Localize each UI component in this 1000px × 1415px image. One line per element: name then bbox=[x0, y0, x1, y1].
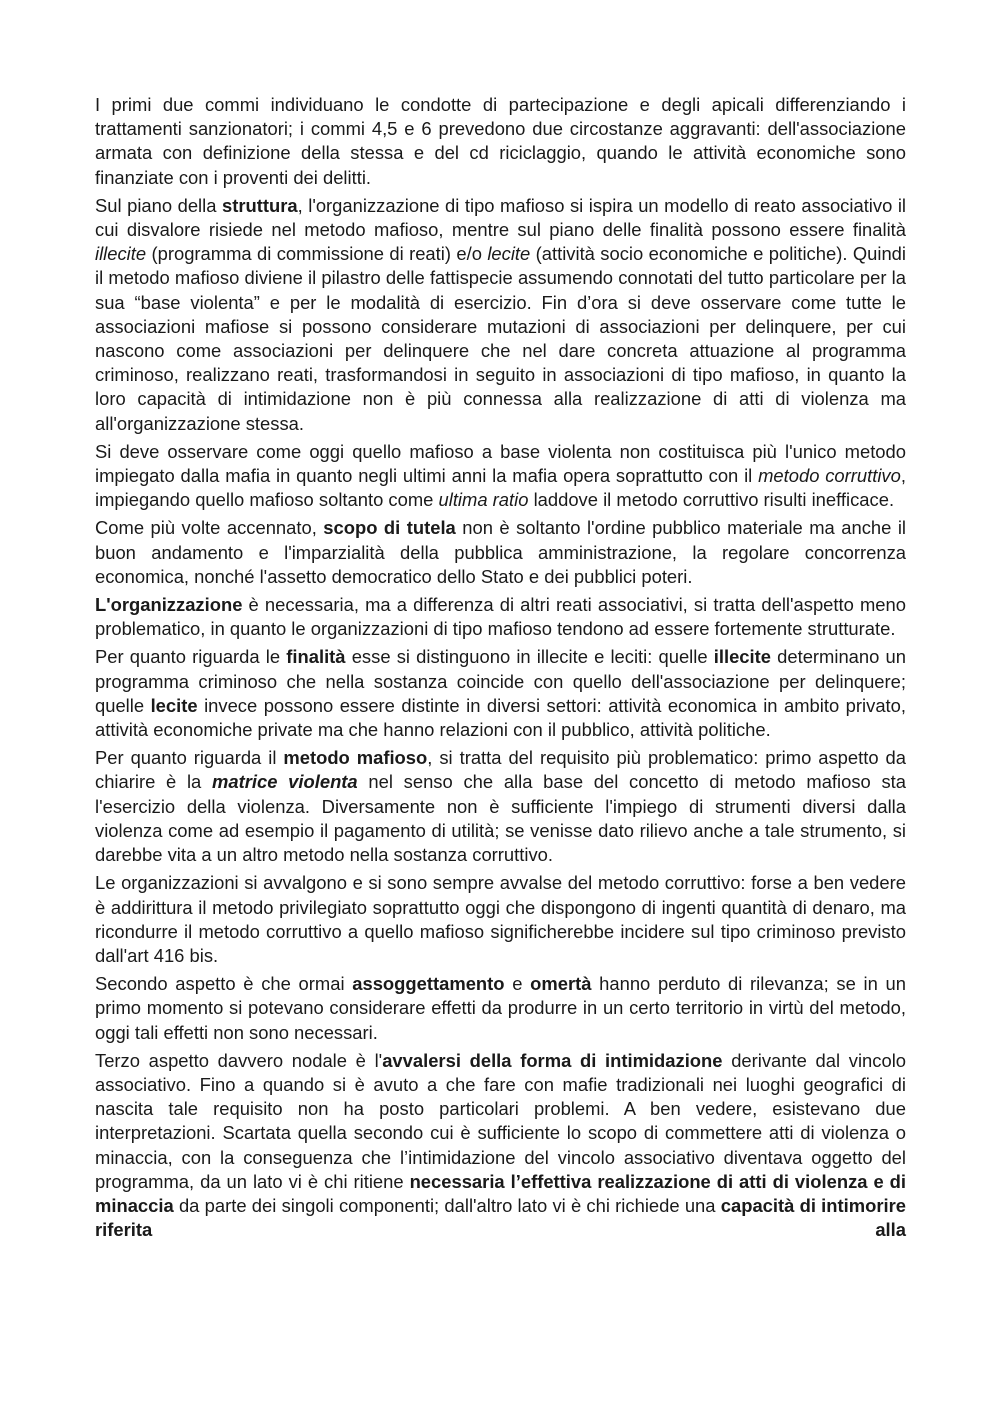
paragraph bbox=[95, 516, 906, 589]
document-page bbox=[95, 93, 906, 1242]
text-run: Sul piano della bbox=[95, 194, 222, 216]
text-run: (attività socio economiche e politiche). Quindi il metodo mafioso diviene il pilastro delle fattispecie assumendo connotati del tutto particolare per la sua “base violenta” e per le modalità di esercizio. Fin d’ora si deve osservare come tutte le associazioni mafiose si possono considerare mutazioni di associazioni per delinquere, per cui nascono come associazioni per delinquere che nel dare concreta attuazione al programma criminoso, realizzano reati, trasformandosi in seguito in associazioni di tipo mafioso, in quanto la loro capacità di intimidazione non è più connessa alla realizzazione di atti di violenza ma all'organizzazione stessa. bbox=[95, 243, 906, 434]
emphasized-text: metodo corruttivo bbox=[758, 465, 901, 487]
paragraph bbox=[95, 645, 906, 742]
emphasized-text: capacità di intimorire riferita alla bbox=[95, 1194, 906, 1241]
text-run: , impiegando quello mafioso soltanto come bbox=[95, 465, 906, 511]
text-run: derivante dal vincolo associativo. Fino a quando si è avuto a che fare con mafie tradizionali nei luoghi geografici di nascita tale requisito non ha posto particolari problemi. A ben vedere, esistevano due interpretazioni. Scartata quella secondo cui è sufficiente lo scopo di commettere atti di violenza o minaccia, con la conseguenza che l’intimidazione del vincolo associativo diventava oggetto del programma, da un lato vi è chi ritiene bbox=[95, 1049, 907, 1192]
text-run: Secondo aspetto è che ormai bbox=[95, 973, 353, 995]
emphasized-text: illecite bbox=[713, 646, 771, 668]
paragraph bbox=[95, 972, 906, 1045]
paragraph bbox=[95, 1049, 906, 1243]
emphasized-text: scopo di tutela bbox=[323, 517, 456, 539]
emphasized-text: finalità bbox=[286, 646, 346, 668]
text-run: esse si distinguono in illecite e leciti: quelle bbox=[345, 646, 714, 668]
paragraph bbox=[95, 871, 906, 968]
paragraph bbox=[95, 440, 906, 513]
emphasized-text: avvalersi della forma di intimidazione bbox=[382, 1049, 723, 1071]
emphasized-text: necessaria l’effettiva realizzazione di atti di violenza e di minaccia bbox=[95, 1170, 906, 1216]
emphasized-text: matrice violenta bbox=[212, 771, 358, 793]
text-run: invece possono essere distinte in diversi settori: attività economica in ambito privato, attività economiche private ma che hanno relazioni con il pubblico, attività politiche. bbox=[95, 694, 906, 741]
text-run: Si deve osservare come oggi quello mafioso a base violenta non costituisca più l'unico metodo impiegato dalla mafia in quanto negli ultimi anni la mafia opera soprattutto con il bbox=[95, 440, 906, 487]
text-run: (programma di commissione di reati) e/o bbox=[146, 243, 488, 265]
paragraph bbox=[95, 593, 906, 641]
text-run: laddove il metodo corruttivo risulti inefficace. bbox=[528, 489, 895, 511]
emphasized-text: assoggettamento bbox=[352, 973, 505, 995]
text-run: nel senso che alla base del concetto di metodo mafioso sta l'esercizio della violenza. Diversamente non è sufficiente l'impiego di strumenti diversi dalla violenza come ad esempio il pagamento di utilità; se venisse dato rilievo anche a tale strumento, si darebbe vita a un altro metodo nella sostanza corruttivo. bbox=[95, 771, 907, 866]
emphasized-text: lecite bbox=[150, 694, 198, 716]
text-run: I primi due commi individuano le condotte di partecipazione e degli apicali differenziando i trattamenti sanzionatori; i commi 4,5 e 6 prevedono due circostanze aggravanti: dell'associazione armata con definizione della stessa e del cd riciclaggio, quando le attività economiche sono finanziate con i proventi dei delitti. bbox=[95, 94, 906, 188]
emphasized-text: L'organizzazione bbox=[95, 594, 243, 616]
text-run: è necessaria, ma a differenza di altri reati associativi, si tratta dell'aspetto meno problematico, in quanto le organizzazioni di tipo mafioso tendono ad essere fortemente strutturate. bbox=[95, 594, 906, 640]
text-run: hanno perduto di rilevanza; se in un primo momento si potevano considerare effetti da produrre in un certo territorio in virtù del metodo, oggi tali effetti non sono necessari. bbox=[95, 973, 907, 1043]
emphasized-text: lecite bbox=[487, 243, 531, 265]
paragraph bbox=[95, 746, 906, 867]
text-run: Per quanto riguarda il bbox=[95, 747, 284, 769]
paragraph bbox=[95, 93, 906, 190]
emphasized-text: struttura bbox=[221, 194, 298, 216]
text-run: Per quanto riguarda le bbox=[95, 646, 287, 668]
text-run: determinano un programma criminoso che nella sostanza coincide con quello dell'associazione per delinquere; quelle bbox=[95, 646, 906, 716]
emphasized-text: illecite bbox=[95, 243, 147, 265]
emphasized-text: ultima ratio bbox=[438, 489, 529, 511]
text-run: e bbox=[504, 973, 531, 995]
text-run: non è soltanto l'ordine pubblico materiale ma anche il buon andamento e l'imparzialità della pubblica amministrazione, la regolare concorrenza economica, nonché l'assetto democratico dello Stato e dei pubblici poteri. bbox=[95, 517, 906, 587]
text-run: , si tratta del requisito più problematico: primo aspetto da chiarire è la bbox=[95, 747, 907, 793]
text-run: , l'organizzazione di tipo mafioso si ispira un modello di reato associativo il cui disvalore risiede nel metodo mafioso, mentre sul piano delle finalità possono essere finalità bbox=[95, 194, 906, 241]
text-run: Terzo aspetto davvero nodale è l' bbox=[95, 1049, 383, 1071]
emphasized-text: metodo mafioso bbox=[283, 747, 428, 769]
emphasized-text: omertà bbox=[530, 973, 592, 995]
text-run: da parte dei singoli componenti; dall'altro lato vi è chi richiede una bbox=[173, 1194, 721, 1216]
text-run: Come più volte accennato, bbox=[95, 517, 324, 539]
paragraph bbox=[95, 194, 906, 436]
text-run: Le organizzazioni si avvalgono e si sono sempre avvalse del metodo corruttivo: forse a ben vedere è addirittura il metodo privilegiato soprattutto oggi che dispongono di ingenti quantità di denaro, ma ricondurre il metodo corruttivo a quello mafioso significherebbe incidere sul tipo criminoso previsto dall'art 416 bis. bbox=[95, 872, 906, 966]
